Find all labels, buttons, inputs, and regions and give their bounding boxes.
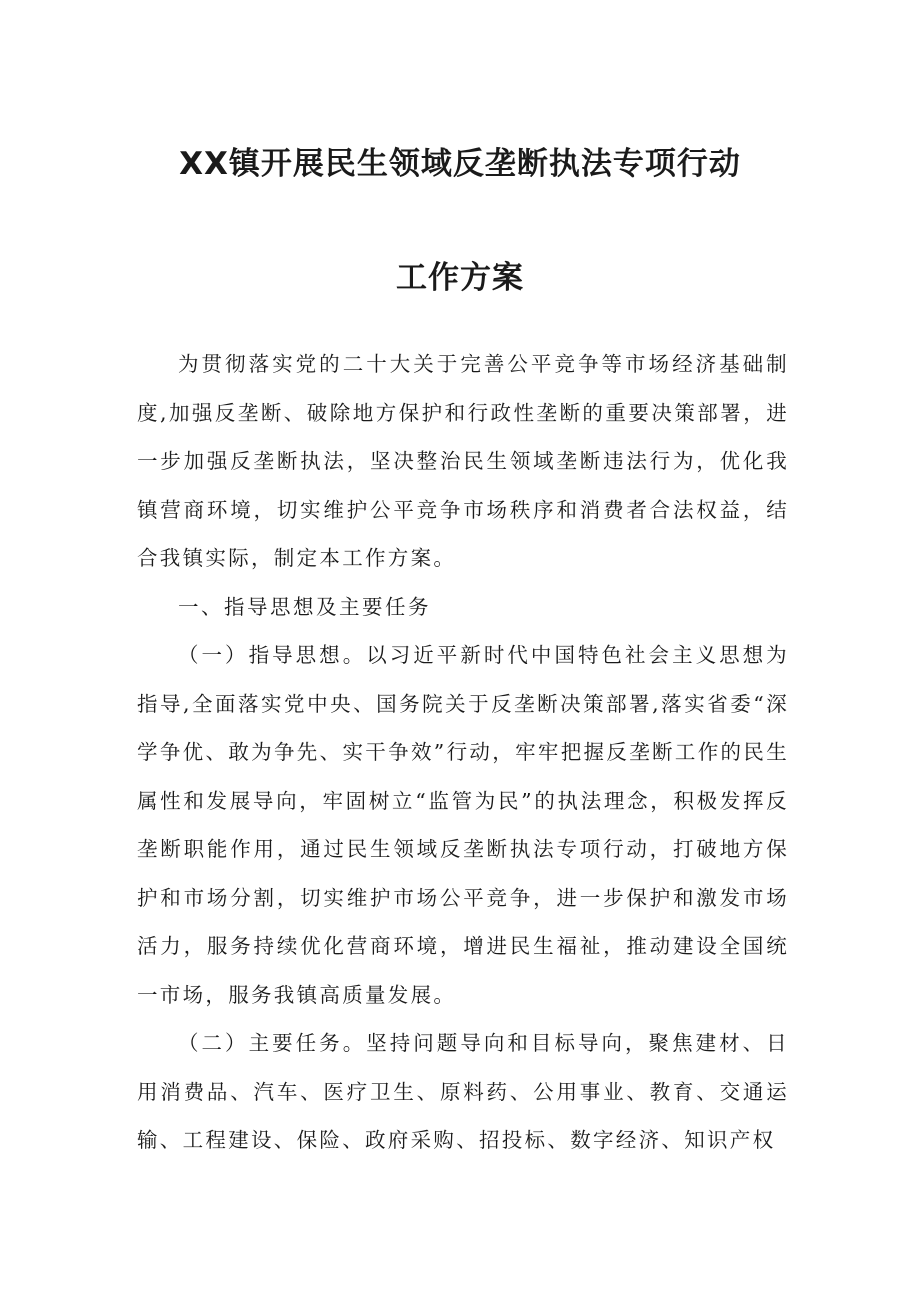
paragraph-guiding-ideology: （一）指导思想。以习近平新时代中国特色社会主义思想为指导,全面落实党中央、国务院关于反垄断决策部署,落实省委“深学争优、敢为争先、实干争效”行动，牢牢把握反垄断工作的民生属性和发展导向，牢固树立“监管为民”的执法理念，积极发挥反垄断职能作用，通过民生领域反垄断执法专项行动，打破地方保护和市场分割，切实维护市场公平竞争，进一步保护和激发市场活力，服务持续优化营商环境，增进民生福祉，推动建设全国统一市场，服务我镇高质量发展。 xyxy=(137,643,789,1007)
document-title-line-1: XX镇开展民生领域反垄断执法专项行动 xyxy=(179,146,741,182)
document-body xyxy=(137,340,789,1165)
section-heading-1: 一、指导思想及主要任务 xyxy=(178,594,431,619)
document-title-line-2: 工作方案 xyxy=(396,260,524,296)
paragraph-intro: 为贯彻落实党的二十大关于完善公平竞争等市场经济基础制度,加强反垄断、破除地方保护和行政性垄断的重要决策部署，进一步加强反垄断执法，坚决整治民生领域垄断违法行为，优化我镇营商环境，切实维护公平竞争市场秩序和消费者合法权益，结合我镇实际，制定本工作方案。 xyxy=(137,352,789,570)
paragraph-main-tasks: （二）主要任务。坚持问题导向和目标导向，聚焦建材、日用消费品、汽车、医疗卫生、原料药、公用事业、教育、交通运输、工程建设、保险、政府采购、招投标、数字经济、知识产权 xyxy=(137,1031,789,1152)
